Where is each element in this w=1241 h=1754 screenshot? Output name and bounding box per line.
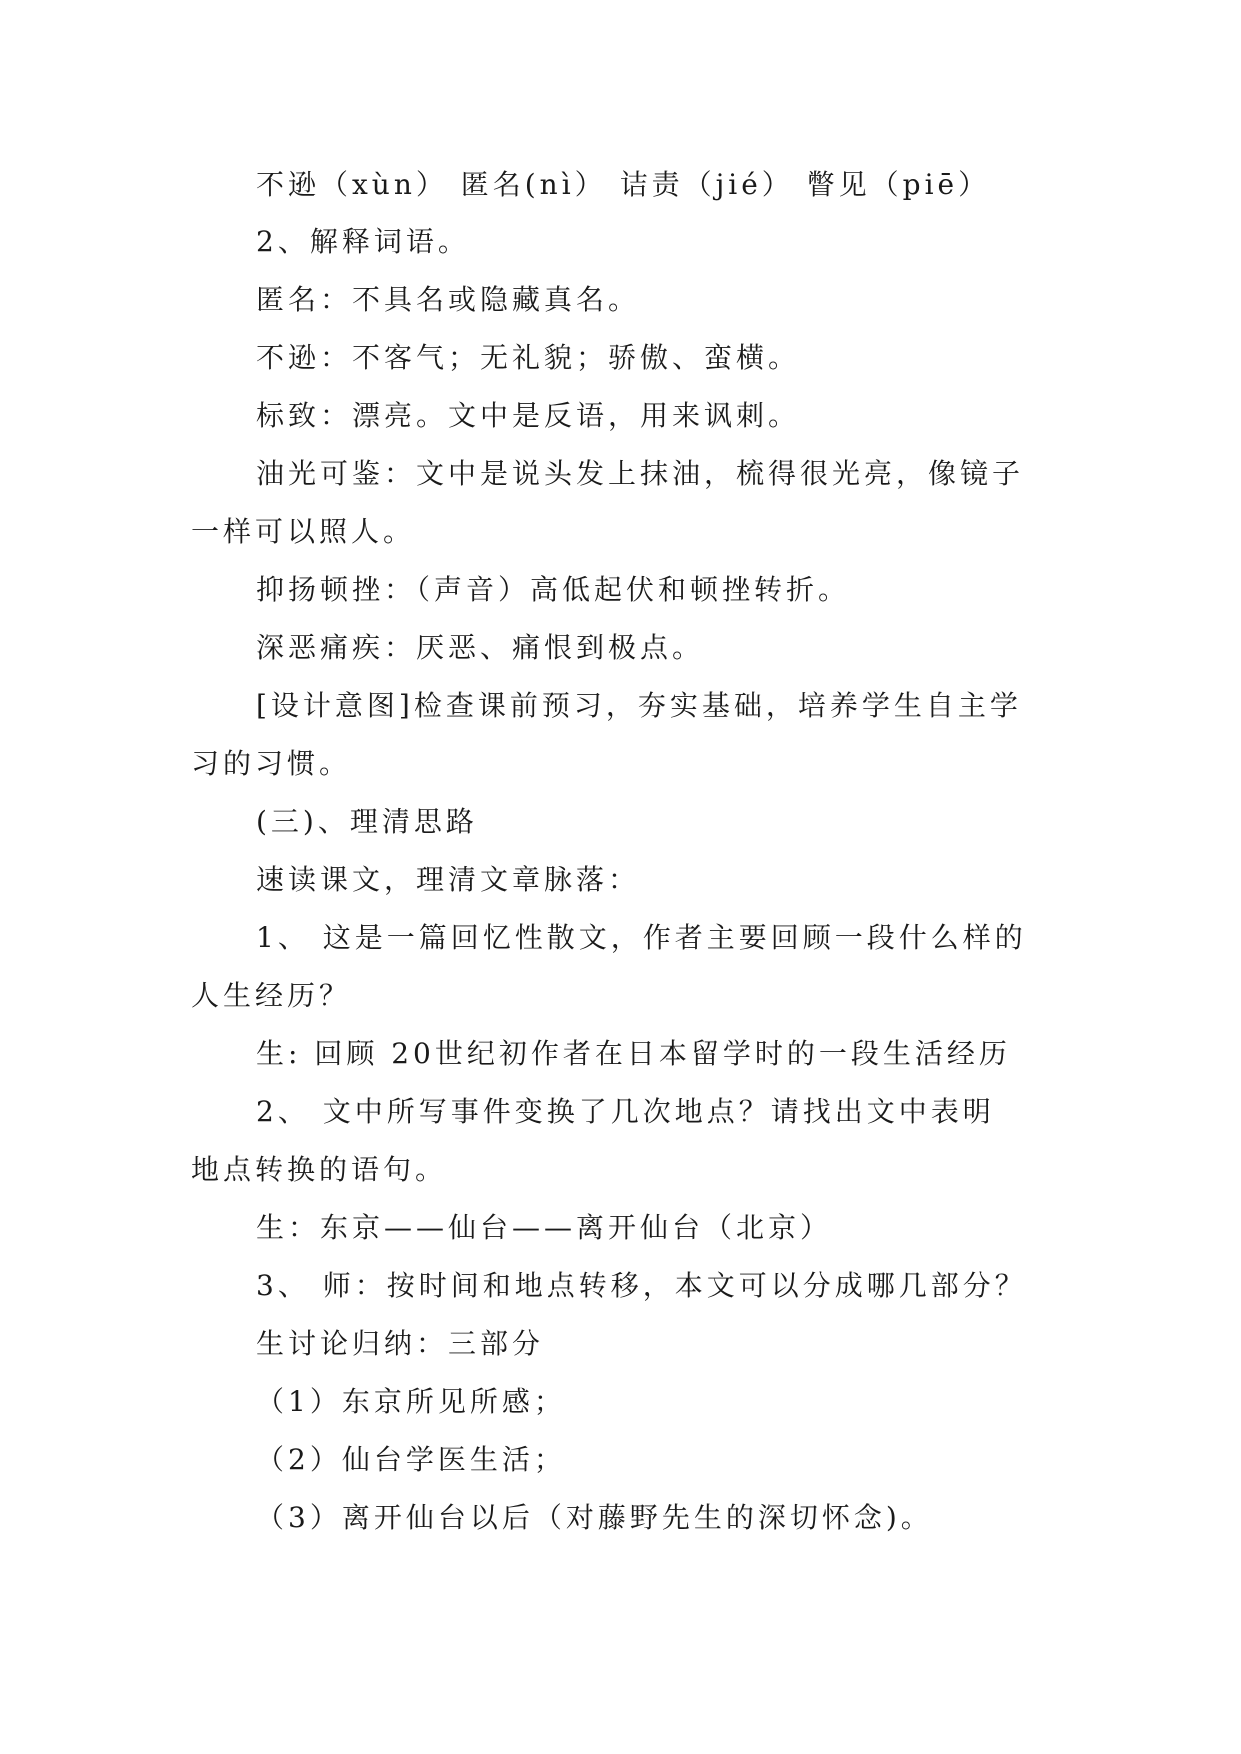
pinyin-line: 不逊（xùn） 匿名(nì） 诘责（jié） 瞥见（piē） [256,168,991,201]
paragraph-line: [设计意图]检查课前预习，夯实基础，培养学生自主学 [256,689,1022,722]
paragraph-line: 3、 师：按时间和地点转移，本文可以分成哪几部分？ [256,1269,1027,1302]
paragraph-line: 抑扬顿挫：（声音）高低起伏和顿挫转折。 [256,573,851,606]
paragraph-line: 习的习惯。 [191,747,352,780]
paragraph-line: 2、解释词语。 [256,225,470,258]
paragraph-line: 不逊：不客气；无礼貌；骄傲、蛮横。 [256,341,801,374]
section-heading: (三)、理清思路 [256,805,478,838]
paragraph-line: 生：东京——仙台——离开仙台（北京） [256,1211,833,1244]
paragraph-line: 1、 这是一篇回忆性散文，作者主要回顾一段什么样的 [256,921,1027,954]
list-item: （3）离开仙台以后（对藤野先生的深切怀念)。 [256,1501,933,1534]
paragraph-line: 地点转换的语句。 [191,1153,448,1186]
paragraph-line: 生: 回顾 20世纪初作者在日本留学时的一段生活经历 [256,1037,1011,1070]
paragraph-line: 标致：漂亮。文中是反语，用来讽刺。 [256,399,801,432]
paragraph-line: 油光可鉴：文中是说头发上抹油，梳得很光亮，像镜子 [256,457,1025,490]
paragraph-line: 人生经历？ [191,979,352,1012]
paragraph-line: 2、 文中所写事件变换了几次地点？请找出文中表明 [256,1095,995,1128]
paragraph-line: 深恶痛疾：厌恶、痛恨到极点。 [256,631,705,664]
paragraph-line: 生讨论归纳：三部分 [256,1327,545,1360]
paragraph-line: 匿名：不具名或隐藏真名。 [256,283,641,316]
paragraph-line: 速读课文，理清文章脉落： [256,863,641,896]
list-item: （2）仙台学医生活； [256,1443,566,1476]
paragraph-line: 一样可以照人。 [191,515,416,548]
list-item: （1）东京所见所感； [256,1385,566,1418]
